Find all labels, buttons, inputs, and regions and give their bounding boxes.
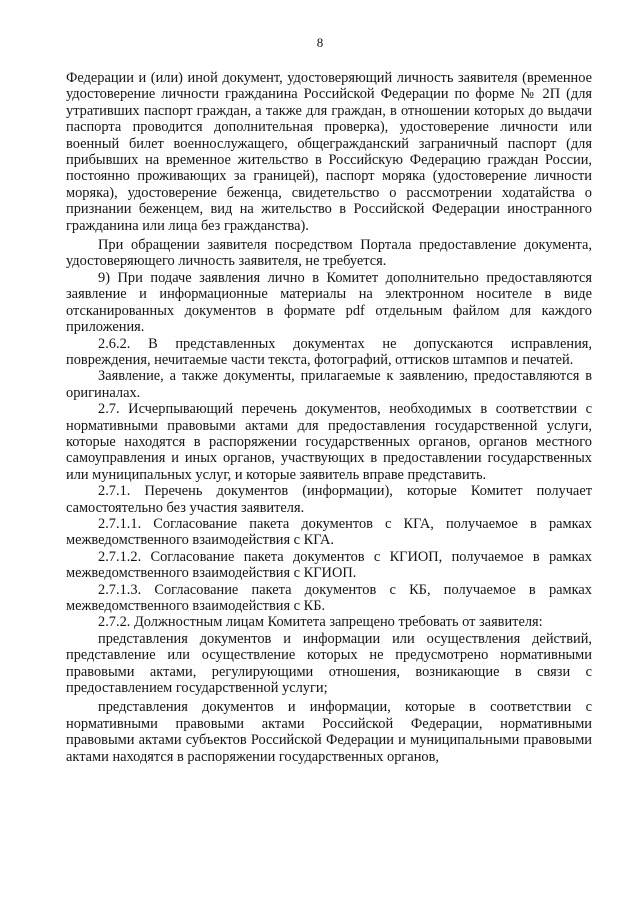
paragraph-2-7-1-3: 2.7.1.3. Согласование пакета документов с КБ, получаемое в рамках межведомственного взаимодействия с КБ.: [66, 581, 592, 614]
paragraph-portal-submission: При обращении заявителя посредством Портала предоставление документа, удостоверяющего личность заявителя, не требуется.: [66, 237, 592, 270]
paragraph-item-9: 9) При подаче заявления лично в Комитет дополнительно предоставляются заявление и информационные материалы на электронном носителе в виде отсканированных документов в формате pdf отдельным файлом для каждого приложения.: [66, 269, 592, 336]
paragraph-2-6-2: 2.6.2. В представленных документах не допускаются исправления, повреждения, нечитаемые части текста, фотографий, оттисков штампов и печатей.: [66, 335, 592, 368]
paragraph-2-7-2: 2.7.2. Должностным лицам Комитета запрещено требовать от заявителя:: [98, 614, 543, 631]
page-number: 8: [316, 35, 324, 50]
paragraph-2-7-1-1: 2.7.1.1. Согласование пакета документов с КГА, получаемое в рамках межведомственного взаимодействия с КГА.: [66, 515, 592, 549]
paragraph-identity-documents: Федерации и (или) иной документ, удостоверяющий личность заявителя (временное удостоверение личности гражданина Российской Федерации по форме № 2П (для утративших паспорт граждан, а также для граждан, в отношении которых до выдачи паспорта проводится дополнительная проверка), удостоверение личности или военный билет военнослужащего, общегражданский заграничный паспорт (для прибывших на временное жительство в Российскую Федерацию граждан России, постоянно проживающих за границей), паспорт моряка (удостоверение личности моряка), удостоверение беженца, свидетельство о рассмотрении ходатайства о признании беженцем, вид на жительство в Российской Федерации иностранного гражданина или лица без гражданства).: [66, 70, 592, 234]
paragraph-2-7-1: 2.7.1. Перечень документов (информации), которые Комитет получает самостоятельно без участия заявителя.: [66, 483, 592, 516]
paragraph-2-7: 2.7. Исчерпывающий перечень документов, необходимых в соответствии с нормативными правовыми актами для предоставления государственной услуги, которые находятся в распоряжении государственных органов, органов местного самоуправления и иных органов, участвующих в предоставлении государственных или муниципальных услуг, и которые заявитель вправе представить.: [66, 401, 592, 483]
paragraph-prohibited-requirement-2: представления документов и информации, которые в соответствии с нормативными правовыми актами Российской Федерации, нормативными правовыми актами субъектов Российской Федерации и муниципальными правовыми актами находятся в распоряжении государственных органов,: [66, 699, 592, 765]
paragraph-originals: Заявление, а также документы, прилагаемые к заявлению, предоставляются в оригиналах.: [66, 368, 592, 401]
document-body: [66, 70, 592, 765]
paragraph-prohibited-requirement-1: представления документов и информации или осуществления действий, представление или осуществление которых не предусмотрено нормативными правовыми актами, регулирующими отношения, возникающие в связи с предоставлением государственной услуги;: [66, 630, 592, 697]
paragraph-2-7-1-2: 2.7.1.2. Согласование пакета документов с КГИОП, получаемое в рамках межведомственного взаимодействия с КГИОП.: [66, 548, 592, 582]
